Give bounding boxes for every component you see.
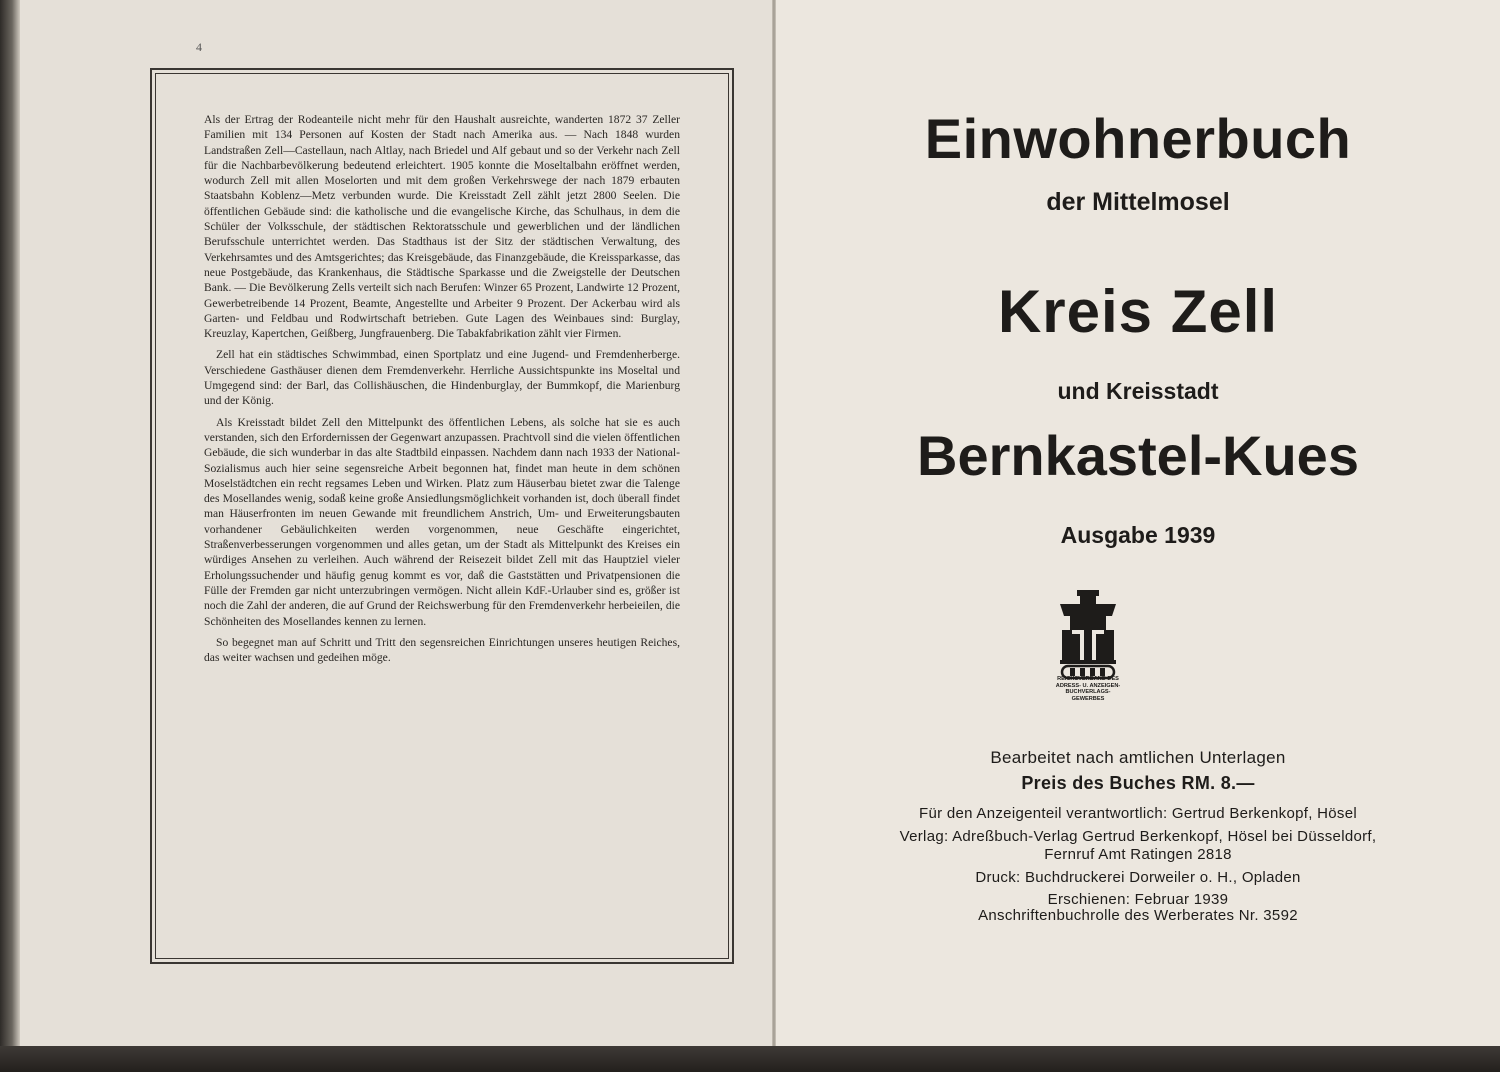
bottom-cover-edge (0, 1046, 1500, 1072)
imprint-ads-responsible: Für den Anzeigenteil verantwortlich: Gertrud Berkenkopf, Hösel (919, 805, 1357, 822)
page-number: 4 (196, 40, 202, 54)
paragraph: Als Kreisstadt bildet Zell den Mittelpunkt des öffentlichen Lebens, als solche hat sie es auch verstanden, sich den Erfordernissen der Gegenwart anzupassen. Prachtvoll sind die vielen öffentlichen Gebäude, die sich wunderbar in das alte Stadtbild einpassen. Nachdem dann nach 1933 der National-Sozialismus auch hier seine segensreiche Arbeit begonnen hat, findet man heute in dem schönen Moselstädtchen ein recht regsames Leben und Wirken. Platz zum Häuserbau bietet zwar die Talenge des Mosellandes wenig, sodaß keine große Ansiedlungsmöglichkeit vorhanden ist, doch überall findet man Häuserfronten im neuen Gewande mit freundlichem Anstrich, Um- und Erweiterungsbauten vorhandener Gebäulichkeiten werden vorgenommen, neue Geschäfte eingerichtet, Straßenverbesserungen vorgenommen und alles getan, um der Stadt als Mittelpunkt des Kreises ein würdiges Ansehen zu verleihen. Auch während der Reisezeit bildet Zell mit das Hauptziel vieler Erholungssuchender und häufig genug kommt es vor, daß die Gaststätten und Privatpensionen die Fülle der Fremden gar nicht unterzubringen vermögen. Nicht allein KdF.-Urlauber sind es, größer ist noch die Zahl der anderen, die auf Grund der Reichswerbung für den Fremdenverkehr herbeieilen, die Schönheiten des Mosellandes kennen zu lernen. (204, 415, 680, 628)
imprint-phone: Fernruf Amt Ratingen 2818 (1044, 846, 1232, 863)
connector-text: und Kreisstadt (1057, 378, 1219, 404)
emblem-caption: REICHSVERBAND DES ADRESS- U. ANZEIGEN- BUCHVERLAGS- GEWERBES (1055, 676, 1121, 702)
body-text (204, 112, 680, 671)
imprint-registry: Anschriftenbuchrolle des Werberates Nr. 3592 (978, 907, 1298, 924)
paragraph: Als der Ertrag der Rodeanteile nicht mehr für den Haushalt ausreichte, wanderten 1872 37 Zeller Familien mit 134 Personen auf Kosten der Stadt nach Amerika aus. — Nach 1848 wurden Landstraßen Zell—Castellaun, nach Altlay, nach Briedel und Alf gebaut und so der Verkehr nach Zell für die Nachbarbevölkerung bedeutend erleichtert. 1905 konnte die Moseltalbahn eröffnet werden, wodurch Zell mit allen Moselorten und mit dem großen Verkehrswege der nach 1879 erbauten Staatsbahn Koblenz—Metz verbunden wurde. Die Kreisstadt Zell zählt jetzt 2800 Seelen. Die öffentlichen Gebäude sind: die katholische und die evangelische Kirche, das Schulhaus, in dem die Schüler der Volksschule, der städtischen Rektoratsschule und gewerblichen und der ländlichen Berufsschule unterrichtet werden. Das Stadthaus ist der Sitz der städtischen Verwaltung, des Verkehrsamtes und des Amtsgerichtes; das Kreisgebäude, das Finanzgebäude, die Kreissparkasse, das neue Postgebäude, das Krankenhaus, die Städtische Sparkasse und die Zweigstelle der Deutschen Bank. — Die Bevölkerung Zells verteilt sich nach Berufen: Winzer 65 Prozent, Landwirte 12 Prozent, Gewerbetreibende 14 Prozent, Beamte, Angestellte und Arbeiter 9 Prozent. Der Ackerbau wird als Garten- und Feldbau und Rodwirtschaft betrieben. Gute Lagen des Weinbaues sind: Burglay, Kreuzlay, Kapertchen, Geißberg, Jungfrauenberg. Die Tabakfabrikation zählt vier Firmen. (204, 113, 680, 341)
imprint-basis: Bearbeitet nach amtlichen Unterlagen (990, 748, 1286, 767)
imprint-published-date: Erschienen: Februar 1939 (1047, 891, 1229, 908)
imprint-price: Preis des Buches RM. 8.— (1021, 773, 1255, 793)
imprint-printer: Druck: Buchdruckerei Dorweiler o. H., Opladen (975, 869, 1301, 886)
book-subtitle: der Mittelmosel (1046, 188, 1230, 216)
imprint-publisher: Verlag: Adreßbuch-Verlag Gertrud Berkenkopf, Hösel bei Düsseldorf, (899, 828, 1377, 845)
paragraph: Zell hat ein städtisches Schwimmbad, einen Sportplatz und eine Jugend- und Fremdenherberge. Verschiedene Gasthäuser dienen dem Fremdenverkehr. Herrliche Aussichtspunkte ins Moseltal und Umgegend sind: der Barl, das Collishäuschen, die Hindenburglay, der Bummkopf, die Marienburg und der König. (204, 348, 680, 408)
paragraph: So begegnet man auf Schritt und Tritt den segensreichen Einrichtungen unseres heutigen Reiches, das weiter wachsen und gedeihen möge. (204, 635, 680, 665)
district-heading: Kreis Zell (997, 278, 1279, 345)
edition-label: Ausgabe 1939 (1060, 522, 1216, 548)
book-title: Einwohnerbuch (924, 107, 1352, 170)
book-spine-edge (0, 0, 20, 1072)
town-heading: Bernkastel-Kues (917, 424, 1359, 487)
